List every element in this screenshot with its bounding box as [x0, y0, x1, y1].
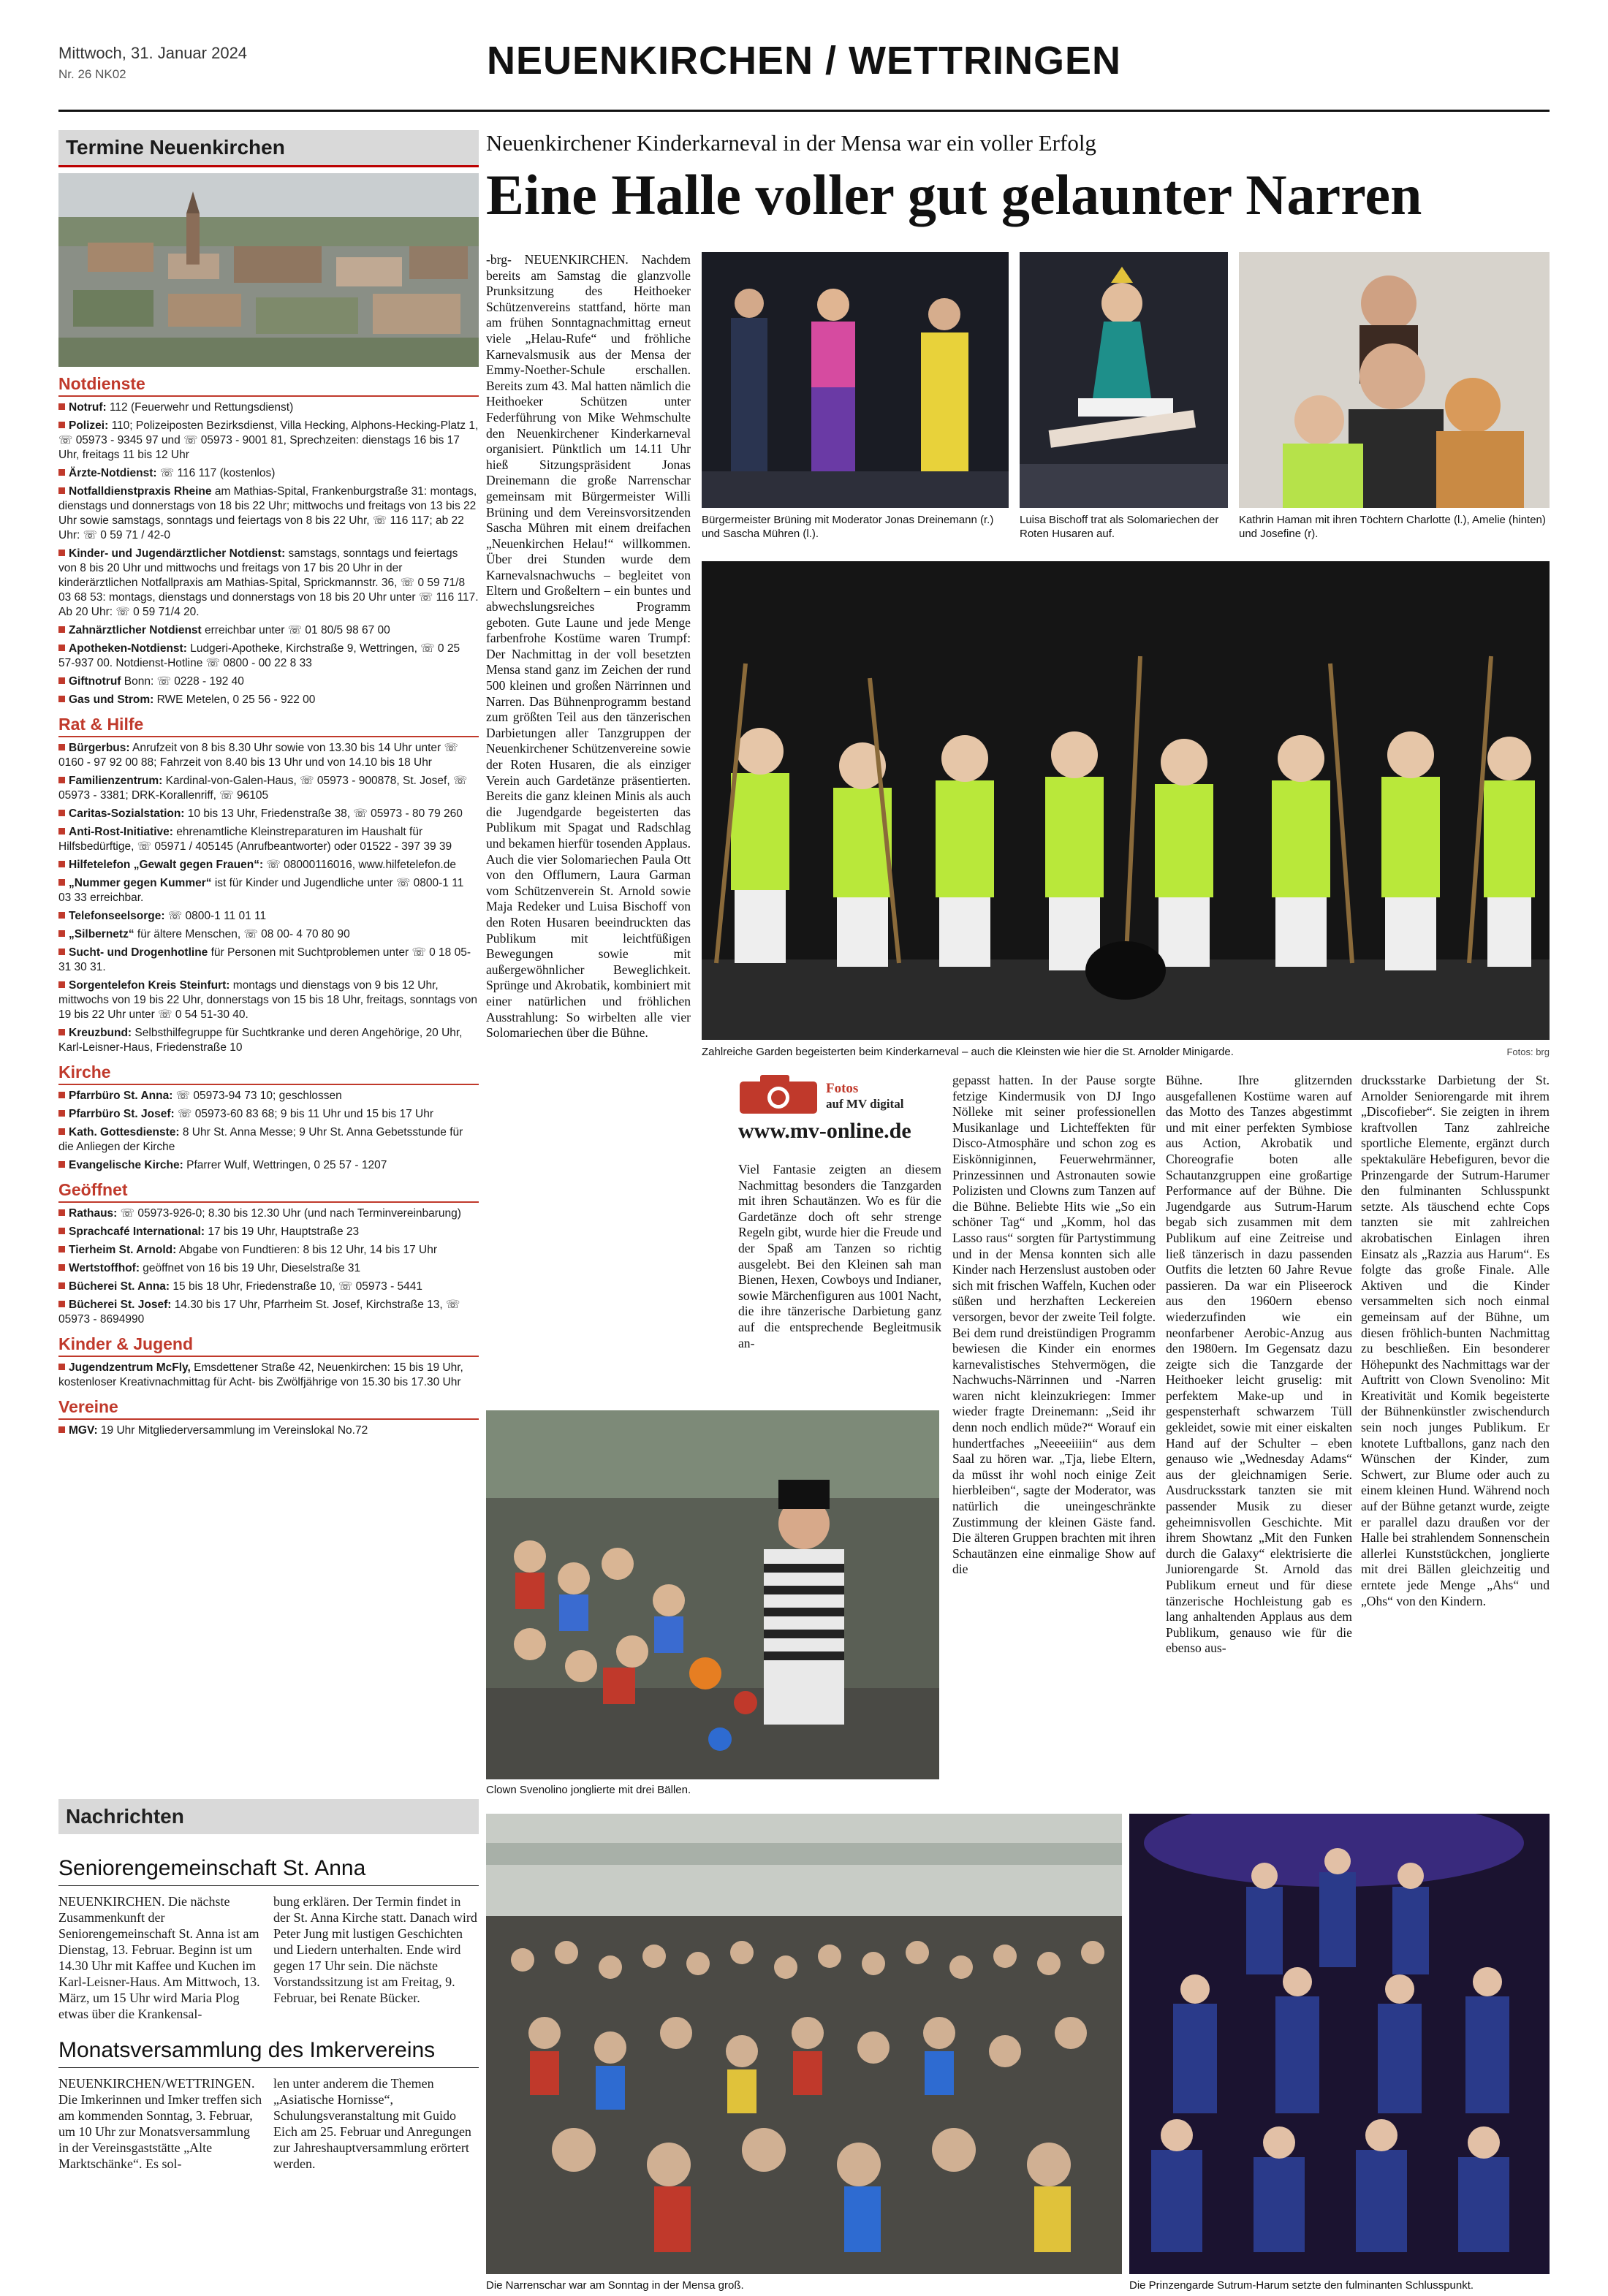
sidebar-entry [58, 1107, 479, 1122]
bullet-square-icon [58, 949, 65, 955]
caption-photo4: Zahlreiche Garden begeisterten beim Kinderkarneval – auch die Kleinsten wie hier die St. Arnolder Minigarde. [702, 1046, 1234, 1058]
entry-text: Emsdettener Straße 42, Neuenkirchen: 15 bis 19 Uhr, kostenloser Kreativnachmittag für Acht- bis Zwölfjährige von 15.30 bis 17.30 Uhr [58, 1361, 463, 1388]
caption-photo6: Die Narrenschar war am Sonntag in der Mensa groß. [486, 2279, 744, 2292]
entry-text: Ludgeri-Apotheke, Kirchstraße 9, Wettringen, ☏ 0 25 57-937 00. Notdienst-Hotline ☏ 0800 - 00 22 8 33 [58, 642, 460, 669]
termine-heading: Termine Neuenkirchen [58, 130, 479, 167]
entry-text: 110; Polizeiposten Bezirksdienst, Villa Hecking, Alphons-Hecking-Platz 1, ☏ 05973 - 9345 97 und ☏ 05973 - 9001 81, Sprechzeiten: dienstags 16 bis 17 Uhr, freitags 11 bis 12 Uhr [58, 419, 479, 461]
sidebar-entry [58, 466, 479, 481]
caption-photo2: Luisa Bischoff trat als Solomariechen der Roten Husaren auf. [1020, 514, 1219, 540]
sidebar-entry [58, 642, 479, 671]
entry-text: für Personen mit Suchtproblemen unter ☏ 0 18 05-31 30 31. [58, 946, 471, 973]
bullet-square-icon [58, 1128, 65, 1135]
entry-text: Kardinal-von-Galen-Haus, ☏ 05973 - 900878, St. Josef, ☏ 05973 - 3381; DRK-Korallenriff, ☏ 96105 [58, 775, 468, 802]
bullet-square-icon [58, 1282, 65, 1289]
entry-label: Sprachcafé International: [69, 1225, 205, 1238]
entry-text: ☏ 116 117 (kostenlos) [156, 467, 276, 479]
entry-text: 8 Uhr St. Anna Messe; 9 Uhr St. Anna Gebetsstunde für die Anliegen der Kirche [58, 1126, 463, 1153]
news-body-col1: NEUENKIRCHEN. Die nächste Zusammenkunft der Seniorengemeinschaft St. Anna ist am Dienstag, 13. Februar. Beginn ist um 14.30 Uhr mit Kaffee und Kuchen im Karl-Leisner-Haus. Am Mittwoch, 13. März, um 15 Uhr wird Maria Plog etwas über die Krankensal- [58, 1894, 260, 2021]
article-col3-text: gepasst hatten. In der Pause sorgte fetzige Kindermusik von DJ Ingo Nölleke mit seiner professionellen Musikanlage und Lichteffekten für Disco-Atmosphäre und schon zog es Eiskönniginnen, Feuerwehrmänner, Prinzessinnen und Astronauten sowie Polizisten und Clowns zum Tanzen auf die Bühne. Beliebte Hits wie „So ein schöner Tag“ und „Komm, hol das Lasso raus“ sorgten für Partystimmung und in der Mensa konnten sich alle Kinder nach Herzenslust austoben oder sich mit frischen Waffeln, Kuchen oder süßen und herzhaften Leckereien versorgen, bevor der zweite Teil folgte. Bei dem rund dreistündigen Programm bewiesen die Kinder ein enormes karnevalistisches Stehvermögen, die Nachwuchs-Närrinnen und -Narren waren nicht kleinzukriegen: Immer wieder fragte Dreinemann: „Seid ihr denn noch endlich müde?“ Worauf ein hundertfaches „Neeeeiiiin“ aus dem Saal zu hören war. „Tja, liebe Eltern, da müsst ihr wohl noch einige Zeit hierbleiben“, sagte der Moderator, was natürlich die uneingeschränkte Zustimmung der kleinen Gäste fand. Die älteren Gruppen brachten mit ihren Schautänzen eine einmalige Show auf die [952, 1073, 1156, 1577]
entry-text: Pfarrer Wulf, Wettringen, 0 25 57 - 1207 [183, 1159, 387, 1171]
photo-solomariechen [1020, 252, 1228, 508]
sidebar-entry [58, 909, 479, 924]
sidebar-entry [58, 1026, 479, 1055]
sidebar-entry [58, 1361, 479, 1390]
entry-label: Ärzte-Notdienst: [69, 467, 157, 479]
bullet-square-icon [58, 879, 65, 886]
entry-label: Pfarrbüro St. Josef: [69, 1108, 175, 1120]
photo-clown-juggler [486, 1410, 939, 1779]
bullet-square-icon [58, 1246, 65, 1252]
bullet-square-icon [58, 487, 65, 494]
news-item [58, 1856, 479, 2022]
sidebar-entry [58, 693, 479, 707]
news-rule [58, 1885, 479, 1886]
entry-text: 112 (Feuerwehr und Rettungsdienst) [106, 401, 294, 414]
entry-label: Sucht- und Drogenhotline [69, 946, 208, 959]
issue-number: Nr. 26 NK02 [58, 67, 126, 81]
header-rule [58, 110, 1550, 112]
bullet-square-icon [58, 1264, 65, 1271]
entry-text: geöffnet von 16 bis 19 Uhr, Dieselstraße 31 [140, 1262, 361, 1274]
entry-text: ☏ 05973-94 73 10; geschlossen [172, 1090, 342, 1102]
entry-label: Polizei: [69, 419, 109, 432]
sidebar-entry [58, 946, 479, 975]
sidebar-entry [58, 1158, 479, 1173]
bullet-square-icon [58, 1161, 65, 1168]
sidebar-entry [58, 1423, 479, 1438]
entry-label: Tierheim St. Arnold: [69, 1244, 177, 1256]
article-col4-text: Bühne. Ihre glitzernden ausgefallenen Kostüme waren auf das Motto des Tanzes abgestimmt und mit einer perfekten Symbiose aus Action, Akrobatik und Choreografie boten alle Schautanzgruppen eine großartige Performance auf der Bühne. Die Jugendgarde aus Sutrum-Harum begab sich zusammen mit dem Publikum auf eine Zeitreise und ließ tänzerisch in dazu passenden Outfits die letzten 60 Jahre Revue passieren. Da war ein Pliseerock aus den 1960ern ebenso wiederzufinden wie ein neonfarbener Aerobic-Anzug aus den 1980ern. Im Gegensatz dazu zeigte sich die Tanzgarde der Heithoeker leicht gruselig: mit perfektem Make-up und in gespensterhaft schwarzem Tüll gekleidet, sowie mit einer eiskalten Hand auf der Schulter – eben genauso wie „Wednesday Adams“ aus der gleichnamigen Serie. Ausdrucksstark tanzten sie mit passender Musik zu dieser geheimnisvollen Geschichte. Mit ihrem Showtanz „Mit den Funken durch die Galaxy“ elektrisierte die Juniorengarde St. Arnold das Publikum erneut und für diese tänzerische Hochleistung gab es lang anhaltenden Applaus aus dem Publikum, genauso wie für die ebenso aus- [1166, 1073, 1352, 1656]
bullet-square-icon [58, 422, 65, 428]
entry-label: „Silbernetz“ [69, 928, 134, 940]
bullet-square-icon [58, 777, 65, 783]
entry-text: erreichbar unter ☏ 01 80/5 98 67 00 [201, 624, 390, 636]
sidebar-entry [58, 858, 479, 873]
news-title: Monatsversammlung des Imkervereins [58, 2038, 436, 2062]
bullet-square-icon [58, 810, 65, 816]
news-body-col2: len unter anderem die Themen „Asiatische Hornisse“, Schulungsveranstaltung mit Guido Eich am 25. Februar und Anregungen zur Jahreshauptversammlung erörtert werden. [273, 2076, 471, 2171]
sidebar-entry [58, 825, 479, 854]
sidebar-entry [58, 419, 479, 463]
entry-text: ☏ 05973-926-0; 8.30 bis 12.30 Uhr (und nach Terminvereinbarung) [117, 1207, 461, 1220]
caption-photo3: Kathrin Haman mit ihren Töchtern Charlotte (l.), Amelie (hinten) und Josefine (r). [1239, 514, 1546, 540]
entry-text: für ältere Menschen, ☏ 08 00- 4 70 80 90 [134, 928, 350, 940]
bullet-square-icon [58, 696, 65, 702]
sidebar-entry [58, 1125, 479, 1155]
nachrichten-heading: Nachrichten [58, 1799, 479, 1834]
entry-text: Bonn: ☏ 0228 - 192 40 [121, 675, 244, 688]
caption-photo7: Die Prinzengarde Sutrum-Harum setzte den fulminanten Schlusspunkt. [1129, 2279, 1474, 2292]
entry-label: Notruf: [69, 401, 107, 414]
entry-label: Jugendzentrum McFly, [69, 1361, 191, 1374]
bullet-square-icon [58, 626, 65, 633]
article-col5-text: drucksstarke Darbietung der St. Arnolder Seniorengarde mit ihrem „Discofieber“. Sie zeigten in ihrem kraftvollen Tanz zahlreiche sportliche Elemente, ergänzt durch spektakuläre Hebefiguren, bevor die Prinzengarde der Sutrum-Harumer den fulminanten Schlusspunkt setzte. Als täuschend echte Cops tanzten sie mit zahlreichen akrobatischen Einlagen ihren Einsatz als „Razzia aus Harum“. Es folgte das große Finale. Alle Aktiven und die Kinder versammelten sich noch einmal gemeinsam auf der Bühne, um diesen fröhlich-bunten Nachmittag zu beschließen. Ein besonderer Höhepunkt des Nachmittags war der Auftritt von Clown Svenolino: Mit Kreativität und Komik begeisterte der Bühnenkünstler zwischendurch sein noch junges Publikum. Er knotete Luftballons, ganz nach den Wünschen der Kinder, zum Schwert, zur Blume oder auch zu einem kleinen Hund. Während noch auf der Bühne getanzt wurde, zeigte er parallel dazu draußen vor der Halle bei strahlendem Sonnenschein allerlei Kunststückchen, jonglierte mit drei Bällen gleichzeitig und erntete jede Menge „Ahs“ und „Ohs“ von den Kindern. [1361, 1073, 1550, 1608]
article-col1-text: -brg- NEUENKIRCHEN. Nachdem bereits am Samstag die glanzvolle Prunksitzung des Heithoeker Schützenvereins stattfand, hörte man am frühen Sonntagnachmittag erneut viele „Helau-Rufe“ und fröhliche Karnevalsmusik aus der Mensa der Emmy-Noether-Schule erschallen. Bereits zum 43. Mal hatten nämlich die Heithoeker Schützen unter Federführung von Mike Wehmschulte den Neuenkirchener Kinderkarneval organisiert. Pünktlich um 14.11 Uhr hieß Sitzungspräsident Jonas Dreinemann die große Narrenschar gemeinsam mit Bürgermeister Willi Brüning und dem Vereinsvorsitzenden Sascha Mühren mit einem dreifachen „Neuenkirchen Helau!“ willkommen. Über drei Stunden wurde dem Karnevalsnachwuchs – begleitet von Eltern und Großeltern – ein buntes und abwechslungsreiches Programm geboten. Gute Laune und jede Menge farbenfrohe Kostüme waren Trumpf: Der Nachmittag in der voll besetzten Mensa stand ganz im Zeichen der rund 500 kleinen und großen Närrinnen und Narren. Das Bühnenprogramm bestand zum größten Teil aus den tänzerischen Darbietungen aller Tanzgruppen der Neuenkirchener Schützenvereine sowie der Roten Husaren, die als einziger Verein auch Gardetänze präsentierten. Bereits die ganz kleinen Minis als auch die Jugendgarde begeisterten das Publikum mit Spagat und Radschlag und bekamen hierfür tosenden Applaus. Auch die vier Solomariechen Paula Ott von den Offlumern, Laura Garman vom Schützenverein St. Arnold sowie Maja Redeker und Luisa Bischoff von den Roten Husaren beeindruckten das Publikum mit leichtfüßigen Bewegungen sowie mit außergewöhnlicher Beweglichkeit. Sprünge und Akrobatik, kombiniert mit einer natürlichen und fröhlichen Ausstrahlung: So wirbelten alle vier Solomariechen über die Bühne. [486, 252, 691, 1041]
entry-text: 17 bis 19 Uhr, Hauptstraße 23 [205, 1225, 360, 1238]
entry-text: montags und dienstags von 9 bis 12 Uhr, mittwochs von 19 bis 22 Uhr, donnerstags von 15 bis 18 Uhr, freitags, sonntags von 19 bis 22 Uhr unter ☏ 0 54 51-30 40. [58, 979, 477, 1021]
entry-text: 14.30 bis 17 Uhr, Pfarrheim St. Josef, Kirchstraße 13, ☏ 05973 - 8694990 [58, 1299, 460, 1326]
caption-photo5: Clown Svenolino jonglierte mit drei Bällen. [486, 1784, 691, 1796]
entry-label: Familienzentrum: [69, 775, 163, 787]
entry-label: Zahnärztlicher Notdienst [69, 624, 202, 636]
sidebar-sections [58, 374, 479, 1438]
sidebar-entry [58, 400, 479, 415]
sidebar-entry [58, 1261, 479, 1276]
sidebar-section-heading: Kinder & Jugend [58, 1334, 479, 1357]
sidebar-entry [58, 876, 479, 905]
town-aerial-photo [58, 173, 479, 367]
bullet-square-icon [58, 1209, 65, 1216]
sidebar-entry [58, 1206, 479, 1221]
entry-label: Apotheken-Notdienst: [69, 642, 187, 655]
bullet-square-icon [58, 1029, 65, 1035]
entry-label: Anti-Rost-Initiative: [69, 826, 173, 838]
article-col2-start: Viel Fantasie zeigten an diesem Nachmittag besonders die Tanzgarden mit ihren Schautänzen. Wo es für die Gardetänze doch oft sehr strenge Regeln gibt, wurde hier die Freude und der Spaß am Tanzen so richtig ausgelebt. Bei den Kleinen sah man Bienen, Hexen, Cowboys und Indianer, sowie Märchenfiguren aus 1001 Nacht, die ihre tänzerische Darbietung ganz auf die entsprechende Begleitmusik an- [738, 1162, 941, 1350]
entry-label: Giftnotruf [69, 675, 121, 688]
entry-label: Kinder- und Jugendärztlicher Notdienst: [69, 547, 286, 560]
sidebar-entry [58, 1280, 479, 1294]
bullet-square-icon [58, 828, 65, 835]
bullet-square-icon [58, 550, 65, 556]
mv-link[interactable]: www.mv-online.de [738, 1119, 911, 1143]
entry-label: Evangelische Kirche: [69, 1159, 183, 1171]
bullet-square-icon [58, 645, 65, 651]
bullet-square-icon [58, 677, 65, 684]
photo-minigarde-stage [702, 561, 1550, 1040]
entry-label: Wertstoffhof: [69, 1262, 140, 1274]
entry-text: Anrufzeit von 8 bis 8.30 Uhr sowie von 13.30 bis 14 Uhr unter ☏ 0160 - 97 92 00 88; Fahrzeit von 8.40 bis 13 Uhr und von 14.10 bis 18 Uhr [58, 742, 458, 769]
mv-label: Fotos [826, 1080, 859, 1096]
entry-label: Kreuzbund: [69, 1027, 132, 1039]
bullet-square-icon [58, 1364, 65, 1370]
issue-date: Mittwoch, 31. Januar 2024 [58, 44, 248, 62]
sidebar-entry [58, 547, 479, 620]
news-item [58, 2038, 479, 2172]
bullet-square-icon [58, 1301, 65, 1307]
entry-label: Notfalldienstpraxis Rheine [69, 485, 212, 498]
photo-prinzengarde [1129, 1814, 1550, 2274]
sidebar-section-heading: Geöffnet [58, 1180, 479, 1203]
photo-mother-daughters [1239, 252, 1550, 508]
entry-text: am Mathias-Spital, Frankenburgstraße 31: montags, dienstags und donnerstags von 18 bis 22 Uhr; mittwochs und freitags von 13 bis 22 Uhr sowie samstags, sonntags und feiertags von 8 bis 22 Uhr, ☏ 116 117; ab 22 Uhr: ☏ 0 59 71 / 42-0 [58, 485, 477, 541]
bullet-square-icon [58, 930, 65, 937]
camera-icon [738, 1073, 819, 1119]
entry-text: 15 bis 18 Uhr, Friedenstraße 10, ☏ 05973 - 5441 [170, 1280, 423, 1293]
entry-label: „Nummer gegen Kummer“ [69, 877, 212, 889]
news-title: Seniorengemeinschaft St. Anna [58, 1856, 366, 1880]
nachrichten-section [58, 1799, 479, 2172]
sidebar-section-heading: Notdienste [58, 374, 479, 397]
entry-label: Gas und Strom: [69, 693, 154, 706]
caption-photo1: Bürgermeister Brüning mit Moderator Jonas Dreinemann (r.) und Sascha Mühren (l.). [702, 514, 994, 540]
entry-label: Bücherei St. Anna: [69, 1280, 170, 1293]
sidebar-entry [58, 978, 479, 1022]
entry-label: Telefonseelsorge: [69, 910, 165, 922]
bullet-square-icon [58, 744, 65, 750]
bullet-square-icon [58, 1110, 65, 1117]
bullet-square-icon [58, 403, 65, 410]
sidebar-section-heading: Rat & Hilfe [58, 715, 479, 737]
entry-text: 10 bis 13 Uhr, Friedenstraße 38, ☏ 05973 - 80 79 260 [184, 807, 463, 820]
entry-label: Hilfetelefon „Gewalt gegen Frauen“: [69, 859, 264, 871]
entry-text: ehrenamtliche Kleinstreparaturen im Haushalt für Hilfsbedürftige, ☏ 05971 / 405145 (Anrufbeantworter) oder 01522 - 397 39 39 [58, 826, 452, 853]
photo-credit: Fotos: brg [1506, 1046, 1550, 1057]
bullet-square-icon [58, 912, 65, 919]
entry-text: samstags, sonntags und feiertags von 8 bis 20 Uhr und mittwochs und freitags von 17 bis 20 Uhr in der kinderärztlichen Notfallpraxis am Mathias-Spital, Sprickmannstr. 36, ☏ 0 59 71/8 03 68 53: montags, dienstags und donnerstags von 18 bis 20 Uhr unter ☏ 116 117. Ab 20 Uhr: ☏ 0 59 71/4 20. [58, 547, 479, 618]
entry-label: Kath. Gottesdienste: [69, 1126, 180, 1139]
entry-text: ☏ 0800-1 11 01 11 [164, 910, 267, 922]
news-body-col2: bung erklären. Der Termin findet in der St. Anna Kirche statt. Danach wird Peter Jung mit lustigen Geschichten und Liedern unterhalten. Ende wird gegen 17 Uhr sein. Die nächste Vorstandssitzung ist am Freitag, 9. Februar, bei Renate Bücker. [273, 1894, 477, 2005]
entry-text: Abgabe von Fundtieren: 8 bis 12 Uhr, 14 bis 17 Uhr [176, 1244, 437, 1256]
bullet-square-icon [58, 1426, 65, 1433]
sidebar-entry [58, 1243, 479, 1258]
sidebar-entry [58, 623, 479, 638]
entry-text: ☏ 08000116016, www.hilfetelefon.de [263, 859, 456, 871]
entry-label: Sorgentelefon Kreis Steinfurt: [69, 979, 230, 992]
entry-label: Pfarrbüro St. Anna: [69, 1090, 173, 1102]
sidebar-entry [58, 484, 479, 543]
photo-mayor-moderators [702, 252, 1009, 508]
entry-label: Bücherei St. Josef: [69, 1299, 172, 1311]
entry-label: MGV: [69, 1424, 98, 1437]
sidebar-entry [58, 1298, 479, 1327]
sidebar-termine [58, 130, 479, 1438]
bullet-square-icon [58, 469, 65, 476]
entry-label: Rathaus: [69, 1207, 118, 1220]
mv-sublabel: auf MV digital [826, 1096, 904, 1111]
article-headline: Eine Halle voller gut gelaunter Narren [486, 163, 1422, 227]
bullet-square-icon [58, 861, 65, 867]
entry-text: ist für Kinder und Jugendliche unter ☏ 0800-1 11 03 33 erreichbar. [58, 877, 464, 904]
mv-digital-promo[interactable] [738, 1073, 941, 1144]
sidebar-entry [58, 927, 479, 942]
entry-label: Bürgerbus: [69, 742, 130, 754]
sidebar-entry [58, 807, 479, 821]
sidebar-section-heading: Kirche [58, 1063, 479, 1085]
bullet-square-icon [58, 1228, 65, 1234]
sidebar-entry [58, 1089, 479, 1103]
bullet-square-icon [58, 981, 65, 988]
entry-text: 19 Uhr Mitgliederversammlung im Vereinslokal No.72 [97, 1424, 368, 1437]
sidebar-entry [58, 1225, 479, 1239]
sidebar-entry [58, 674, 479, 689]
bullet-square-icon [58, 1092, 65, 1098]
entry-text: ☏ 05973-60 83 68; 9 bis 11 Uhr und 15 bis 17 Uhr [174, 1108, 433, 1120]
sidebar-entry [58, 774, 479, 803]
page-section-title: NEUENKIRCHEN / WETTRINGEN [486, 39, 1121, 83]
news-body-col1: NEUENKIRCHEN/WETTRINGEN. Die Imkerinnen und Imker treffen sich am kommenden Sonntag, 3. Februar, um 10 Uhr zur Monatsversammlung in der Vereinsgaststätte „Alte Marktschänke“. Es sol- [58, 2076, 262, 2171]
article-kicker: Neuenkirchener Kinderkarneval in der Mensa war ein voller Erfolg [486, 130, 1096, 156]
sidebar-section-heading: Vereine [58, 1397, 479, 1420]
sidebar-entry [58, 741, 479, 770]
entry-text: RWE Metelen, 0 25 56 - 922 00 [153, 693, 316, 706]
news-rule [58, 2067, 479, 2068]
entry-text: Selbsthilfegruppe für Suchtkranke und deren Angehörige, 20 Uhr, Karl-Leisner-Haus, Friedenstraße 10 [58, 1027, 463, 1054]
entry-label: Caritas-Sozialstation: [69, 807, 185, 820]
photo-crowd-mensa [486, 1814, 1122, 2274]
